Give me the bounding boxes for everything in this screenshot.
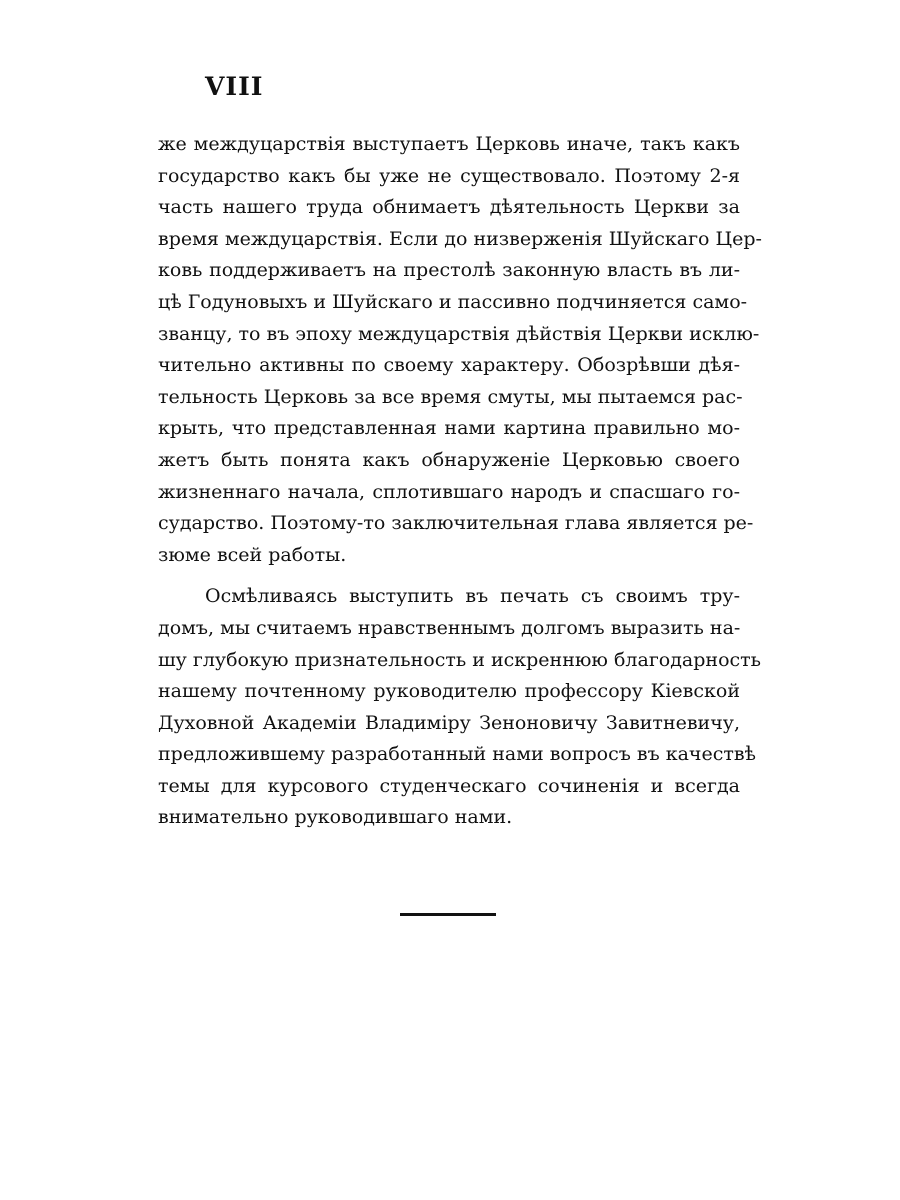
text-line: тельность Церковь за все время смуты, мы пытаемся рас- bbox=[158, 385, 743, 408]
text-line: внимательно руководившаго нами. bbox=[158, 806, 513, 829]
paragraph-gap bbox=[158, 571, 740, 581]
text-line: крыть, что представленная нами картина правильно мо- bbox=[158, 417, 740, 440]
text-line: зюме всей работы. bbox=[158, 543, 347, 566]
text-line: государство какъ бы уже не существовало. Поэтому 2-я bbox=[158, 164, 740, 187]
text-line: цѣ Годуновыхъ и Шуйскаго и пассивно подчиняется само- bbox=[158, 290, 748, 313]
text-line: время междуцарствія. Если до низверженія Шуйскаго Цер- bbox=[158, 227, 762, 250]
paragraph-1 bbox=[158, 129, 762, 571]
section-divider-rule bbox=[400, 913, 496, 916]
text-line: жизненнаго начала, сплотившаго народъ и спасшаго го- bbox=[158, 480, 740, 503]
text-line: званцу, то въ эпоху междуцарствія дѣйствія Церкви исклю- bbox=[158, 322, 760, 345]
paragraph-2 bbox=[158, 581, 762, 834]
page-number: VIII bbox=[205, 72, 264, 101]
text-line: чительно активны по своему характеру. Обозрѣвши дѣя- bbox=[158, 354, 740, 377]
text-line: ковь поддерживаетъ на престолѣ законную власть въ ли- bbox=[158, 259, 740, 282]
text-line: темы для курсового студенческаго сочиненія и всегда bbox=[158, 774, 740, 797]
text-line: предложившему разработанный нами вопросъ въ качествѣ bbox=[158, 743, 757, 766]
text-line: сударство. Поэтому-то заключительная глава является ре- bbox=[158, 512, 754, 535]
text-line: нашему почтенному руководителю профессору Кіевской bbox=[158, 680, 740, 703]
text-line: Осмѣливаясь выступить въ печать съ своимъ тру- bbox=[205, 585, 740, 608]
text-line: шу глубокую признательность и искреннюю благодарность bbox=[158, 648, 762, 671]
text-line: жетъ быть понята какъ обнаруженіе Церковью своего bbox=[158, 448, 740, 471]
body-text bbox=[158, 129, 762, 834]
text-line: часть нашего труда обнимаетъ дѣятельность Церкви за bbox=[158, 196, 740, 219]
text-line: домъ, мы считаемъ нравственнымъ долгомъ выразить на- bbox=[158, 616, 741, 639]
text-line: Духовной Академіи Владиміру Зеноновичу Завитневичу, bbox=[158, 711, 740, 734]
text-line: же междуцарствія выступаетъ Церковь иначе, такъ какъ bbox=[158, 133, 740, 155]
